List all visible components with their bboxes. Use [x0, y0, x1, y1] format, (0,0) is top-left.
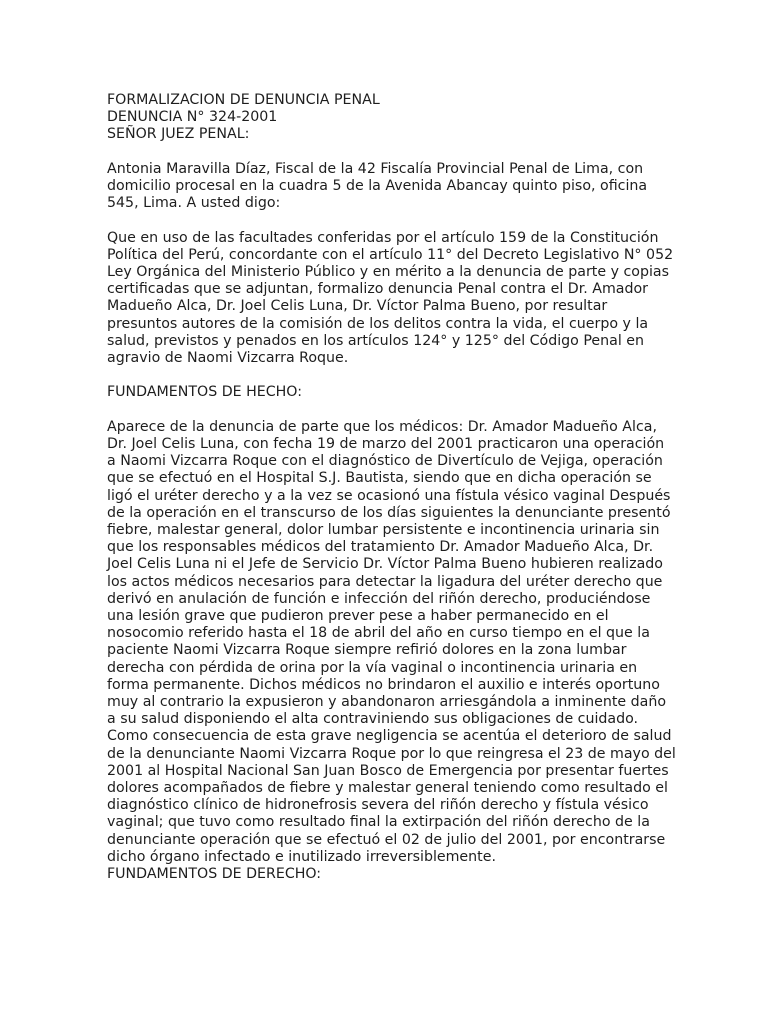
body-line: agravio de Naomi Vizcarra Roque.	[107, 350, 349, 367]
hechos-line: a Naomi Vizcarra Roque con el diagnóstico de Divertículo de Vejiga, operación	[107, 453, 663, 470]
hechos-line: nosocomio referido hasta el 18 de abril del año en curso tiempo en el que la	[107, 625, 650, 642]
hechos-line: una lesión grave que pudieron prever pese a haber permanecido en el	[107, 608, 609, 625]
hechos-line: derecha con pérdida de orina por la vía vaginal o incontinencia urinaria en	[107, 659, 638, 676]
body-line: Madueño Alca, Dr. Joel Celis Luna, Dr. Víctor Palma Bueno, por resultar	[107, 298, 608, 315]
hechos-line: que los responsables médicos del tratamiento Dr. Amador Madueño Alca, Dr.	[107, 539, 654, 556]
hechos-line: denunciante operación que se efectuó el 02 de julio del 2001, por encontrarse	[107, 831, 666, 848]
hechos-line: de la denunciante Naomi Vizcarra Roque por lo que reingresa el 23 de mayo del	[107, 745, 676, 762]
document-title: FORMALIZACION DE DENUNCIA PENAL	[107, 92, 380, 108]
blank-line	[107, 402, 647, 419]
hechos-line: forma permanente. Dichos médicos no brindaron el auxilio e interés oportuno	[107, 676, 660, 693]
body-line: Ley Orgánica del Ministerio Público y en mérito a la denuncia de parte y copias	[107, 264, 670, 280]
hechos-line: a su salud disponiendo el alta contraviniendo sus obligaciones de cuidado.	[107, 711, 639, 728]
hechos-line: dolores acompañados de fiebre y malestar general teniendo como resultado el	[107, 780, 668, 797]
hechos-line: Joel Celis Luna ni el Jefe de Servicio Dr. Víctor Palma Bueno hubieren realizado	[107, 556, 663, 573]
hechos-heading: FUNDAMENTOS DE HECHO:	[107, 384, 303, 401]
salutation: SEÑOR JUEZ PENAL:	[107, 126, 250, 143]
intro-line: 545, Lima. A usted digo:	[107, 195, 281, 212]
hechos-line: 2001 al Hospital Nacional San Juan Bosco de Emergencia por presentar fuertes	[107, 762, 669, 779]
hechos-line: muy al contrario la expusieron y abandonaron arriesgándola a inminente daño	[107, 694, 667, 711]
body-line: certificadas que se adjuntan, formalizo denuncia Penal contra el Dr. Amador	[107, 281, 648, 298]
body-line: Que en uso de las facultades conferidas por el artículo 159 de la Constitución	[107, 229, 659, 246]
hechos-line: diagnóstico clínico de hidronefrosis severa del riñón derecho y fístula vésico	[107, 797, 649, 814]
hechos-line: vaginal; que tuvo como resultado final la extirpación del riñón derecho de la	[107, 814, 650, 831]
hechos-line: los actos médicos necesarios para detectar la ligadura del uréter derecho que	[107, 573, 663, 590]
blank-line	[107, 212, 647, 229]
derecho-heading: FUNDAMENTOS DE DERECHO:	[107, 866, 322, 883]
hechos-line: que se efectuó en el Hospital S.J. Bautista, siendo que en dicha operación se	[107, 470, 652, 487]
body-line: presuntos autores de la comisión de los delitos contra la vida, el cuerpo y la	[107, 315, 649, 332]
hechos-line: Aparece de la denuncia de parte que los médicos: Dr. Amador Madueño Alca,	[107, 418, 657, 435]
hechos-line: dicho órgano infectado e inutilizado irreversiblemente.	[107, 848, 496, 865]
hechos-line: de la operación en el transcurso de los días siguientes la denunciante presentó	[107, 504, 671, 521]
body-paragraph	[107, 229, 674, 368]
intro-line: domicilio procesal en la cuadra 5 de la Avenida Abancay quinto piso, oficina	[107, 178, 648, 194]
denuncia-number: DENUNCIA N° 324-2001	[107, 109, 278, 126]
intro-line: Antonia Maravilla Díaz, Fiscal de la 42 Fiscalía Provincial Penal de Lima, con	[107, 160, 644, 177]
hechos-line: Como consecuencia de esta grave negligencia se acentúa el deterioro de salud	[107, 728, 672, 745]
hechos-line: fiebre, malestar general, dolor lumbar persistente e incontinencia urinaria sin	[107, 522, 660, 539]
blank-line	[107, 144, 647, 161]
body-line: salud, previstos y penados en los artículos 124° y 125° del Código Penal en	[107, 332, 645, 349]
hechos-line: paciente Naomi Vizcarra Roque siempre refirió dolores en la zona lumbar	[107, 642, 627, 659]
hechos-line: ligó el uréter derecho y a la vez se ocasionó una fístula vésico vaginal Después	[107, 487, 671, 504]
blank-line	[107, 367, 647, 384]
hechos-line: Dr. Joel Celis Luna, con fecha 19 de marzo del 2001 practicaron una operación	[107, 436, 665, 452]
document-page	[107, 92, 676, 883]
hechos-paragraph	[107, 418, 676, 866]
hechos-line: derivó en anulación de función e infección del riñón derecho, produciéndose	[107, 590, 651, 607]
body-line: Política del Perú, concordante con el artículo 11° del Decreto Legislativo N° 052	[107, 246, 674, 263]
intro-paragraph	[107, 161, 647, 213]
